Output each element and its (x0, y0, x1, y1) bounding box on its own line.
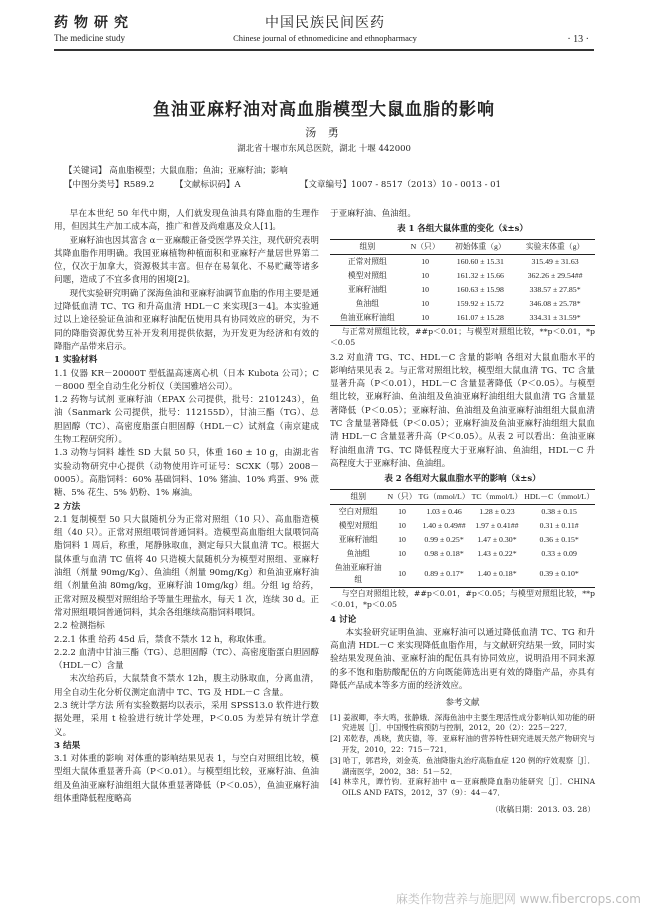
table-cell: 159.92 ± 15.72 (456, 298, 504, 308)
table-cell: 338.57 ± 27.85* (529, 284, 581, 294)
table-cell: 10 (421, 256, 430, 266)
table-cell: 鱼油组 (355, 298, 380, 308)
table-cell: 10 (398, 548, 406, 558)
reference-item: [1] 姜淑卿，李大鸣，张静娥．深海鱼油中主要生理活性成分影响认知功能的研究进展［J］．中国慢性病预防与控制，2012，20（2）：225－227． (330, 712, 595, 733)
references-heading: 参考文献 (445, 698, 480, 709)
table-cell: 模型对照组 (347, 270, 387, 280)
page-number: · 13 · (567, 34, 589, 45)
table-cell: 160.60 ± 15.31 (456, 256, 504, 266)
table-cell: 空白对照组 (338, 506, 378, 516)
table-row (330, 561, 595, 588)
intro-paragraph: 现代实验研究明确了深海鱼油和亚麻籽油调节血脂的作用主要是通过降低血清 TC、TG 和升高血清 HDL－C 来实现[3－4]。本实验通过以上途径验证鱼油和亚麻籽油配伍使用具有协同效应的研究，为不同的降脂资源优势互补开发利用提供依据，为开发更为经济和有效的降脂产品带来启示。 (54, 288, 319, 352)
table-row (330, 269, 595, 283)
table-cell: 0.99 ± 0.25* (424, 534, 464, 544)
subsection-heading: 2.2 检测指标 (54, 621, 105, 632)
intro-paragraph: 亚麻籽油也因其富含 α－亚麻酸正备受医学界关注，现代研究表明其降血脂作用明确。我国亚麻植物种植面积和亚麻籽产量居世界第二位，仅次于加拿大，资源极其丰富。但存在易氧化、不易贮藏等诸多问题，造成了不宜多食用的困境[2]。 (54, 235, 319, 286)
table-cell: 10 (421, 312, 430, 322)
table-cell: 10 (398, 534, 406, 544)
body-paragraph: 3.1 对体重的影响 对体重的影响结果见表 1，与空白对照组比较，模型组大鼠体重显著升高（P＜0.01）。与模型组比较，亚麻籽油、鱼油组及鱼油亚麻籽油组组大鼠体重显著降低（P＜0.05），鱼油亚麻籽油组体重降低程度略高 (54, 754, 319, 805)
section-title-cn: 药物研究 (54, 15, 134, 31)
document-code: 【文献标识码】A (175, 180, 241, 190)
table-cell: 346.08 ± 25.78* (529, 298, 581, 308)
table2-caption: 表 2 各组对大鼠血脂水平的影响（x̄±s） (384, 474, 541, 485)
table1 (330, 239, 595, 326)
body-paragraph: 3.2 对血清 TG、TC、HDL－C 含量的影响 各组对大鼠血脂水平的影响结果见表 2。与正常对照组比较，模型组大鼠血清 TG、TC 含量显著升高（P＜0.01），HDL－C 含量显著降低（P＜0.05）。与模型组比较，亚麻籽油、鱼油组及鱼油亚麻籽油组组大鼠血清 TG 含量显著降低（P＜0.05）；亚麻籽油、鱼油组及鱼油亚麻籽油组组大鼠血清 TC 含量显著降低（P＜0.05）；亚麻籽油及鱼油亚麻籽油组组大鼠血清 HDL－C 含量显著升高（P＜0.05）。从表 2 可以看出：鱼油亚麻籽油组血清 TG、TC 降低程度大于亚麻籽油、鱼油组，HDL－C 升高程度大于亚麻籽油、鱼油组。 (330, 352, 595, 469)
journal-name-en: Chinese journal of ethnomedicine and ethnopharmacy (233, 33, 417, 43)
table-cell: 10 (398, 506, 406, 516)
body-paragraph: 末次给药后，大鼠禁食不禁水 12h，腹主动脉取血，分离血清，用全自动生化分析仪测定血清中 TC、TG 及 HDL－C 含量。 (54, 674, 319, 698)
section-heading: 3 结果 (54, 740, 81, 751)
table-cell: 模型对照组 (338, 520, 378, 530)
table-cell: 0.36 ± 0.15* (539, 534, 579, 544)
section-heading: 1 实验材料 (54, 355, 98, 366)
article-author: 汤 勇 (305, 126, 343, 139)
table1-header: 实验末体重（g） (525, 241, 585, 251)
table-cell: 0.39 ± 0.10* (539, 568, 579, 578)
table1-header: N（只） (410, 241, 440, 251)
table-row (330, 519, 595, 533)
table-cell: 1.43 ± 0.22* (477, 548, 517, 558)
body-paragraph: 2.3 统计学方法 所有实验数据均以表示，采用 SPSS13.0 软件进行数据处理，采用 t 检验进行统计学处理，P＜0.05 为差异有统计学意义。 (54, 700, 319, 738)
table1-header: 组别 (359, 241, 376, 251)
reference-item: [2] 邓乾春，禹晓，黄庆德，等．亚麻籽油的营养特性研究进展天然产物研究与开发，2010，22：715－721． (330, 734, 595, 755)
table-row (330, 283, 595, 297)
table-cell: 10 (421, 270, 430, 280)
table-cell: 鱼油亚麻籽油组 (340, 312, 395, 322)
table-row (330, 504, 595, 519)
left-column (54, 208, 319, 806)
table2-header: TG（mmol/L） (418, 491, 470, 501)
table-row (330, 533, 595, 547)
table2-note: 与空白对照组比较，##p＜0.01，#p＜0.05；与模型对照组比较，**p＜0.01，*p＜0.05 (330, 588, 595, 610)
table-row (330, 547, 595, 561)
keywords: 【关键词】 高血脂模型；大鼠血脂；鱼油；亚麻籽油；影响 (64, 166, 288, 176)
reference-item: [4] 林幸凡，谭竹钧．亚麻籽油中 α－亚麻酸降血脂功能研究［J］．CHINA OILS AND FATS，2012，37（9）：44－47． (330, 777, 595, 798)
table-cell: 0.33 ± 0.09 (541, 548, 577, 558)
table-row (330, 254, 595, 269)
table-cell: 1.40 ± 0.49## (422, 520, 466, 530)
table-cell: 10 (421, 284, 430, 294)
table-cell: 0.38 ± 0.15 (541, 506, 577, 516)
table-cell: 315.49 ± 31.63 (531, 256, 579, 266)
table-row (330, 311, 595, 326)
journal-name-cn: 中国民族民间医药 (265, 15, 385, 31)
table-cell: 0.89 ± 0.17* (424, 568, 464, 578)
table-cell: 10 (398, 568, 406, 578)
table1-note: 与正常对照组比较，##p＜0.01；与模型对照组比较，**p＜0.01，*p＜0.05 (330, 326, 595, 348)
table-cell: 10 (398, 520, 406, 530)
table-cell: 334.31 ± 31.59* (529, 312, 581, 322)
table-cell: 1.28 ± 0.23 (479, 506, 515, 516)
section-heading: 4 讨论 (330, 614, 357, 625)
table-cell: 鱼油亚麻籽油组 (334, 562, 382, 584)
table1-header: 初始体重（g） (455, 241, 506, 251)
body-paragraph: 1.1 仪器 KR－20000T 型低温高速离心机（日本 Kubota 公司）；C－8000 型全自动生化分析仪（美国雅培公司）。 (54, 368, 319, 392)
watermark: 麻类作物营养与施肥网 www.fibercrops.com (395, 892, 641, 906)
table2 (330, 489, 595, 588)
article-id: 【文章编号】1007 - 8517（2013）10 - 0013 - 01 (300, 180, 501, 190)
body-paragraph: 2.1 复制模型 50 只大鼠随机分为正常对照组（10 只）、高血脂造模组（40 只）。正常对照组喂饲普通饲料。造模型高血脂组大鼠喂饲高脂饲料 1 周后，称重，尾静脉取血，测定每只大鼠血清 TC。根据大鼠体重与血清 TC 值将 40 只造模大鼠随机分为模型对照组、亚麻籽油组（剂量 90mg/Kg）、鱼油组（剂量 90mg/Kg）和鱼油亚麻籽油组（剂量鱼油 80mg/kg，亚麻籽油 10mg/kg）组。分组 ig 给药，正常对照及模型对照组给予等量生理盐水，每天 1 次，连续 30 d。正常对照组喂饲普通饲料，其余各组继续高脂饲料喂饲。 (54, 514, 319, 618)
table-cell: 鱼油组 (346, 548, 370, 558)
table-cell: 0.98 ± 0.18* (424, 548, 464, 558)
table2-header: HDL－C（mmol/L） (524, 491, 594, 501)
body-paragraph: 于亚麻籽油、鱼油组。 (330, 209, 416, 219)
body-paragraph: 2.2.2 血清中甘油三酯（TG）、总胆固醇（TC）、高密度脂蛋白胆固醇（HDL－C）含量 (54, 647, 319, 672)
table-cell: 10 (421, 298, 430, 308)
table1-caption: 表 1 各组大鼠体重的变化（x̄±s） (397, 224, 528, 235)
clc-number: 【中图分类号】R589.2 (64, 180, 155, 190)
table-cell: 1.40 ± 0.18* (477, 568, 517, 578)
body-paragraph: 2.2.1 体重 给药 45d 后，禁食不禁水 12 h，称取体重。 (54, 634, 272, 645)
table-cell: 1.47 ± 0.30* (477, 534, 517, 544)
section-title-en: The medicine study (54, 33, 125, 43)
table-cell: 160.63 ± 15.98 (456, 284, 504, 294)
table-cell: 362.26 ± 29.54## (527, 270, 583, 280)
body-paragraph: 1.3 动物与饲料 雄性 SD 大鼠 50 只，体重 160 ± 10 g，由湖北省实验动物研究中心提供（动物使用许可证号：SCXK（鄂）2008－0005）。高脂饲料：60% 基础饲料、10% 猪油、10% 鸡蛋、9% 蔗糖、5% 花生、5% 奶粉、1% 麻油。 (54, 448, 319, 499)
table2-header: 组别 (350, 491, 367, 501)
table-cell: 161.32 ± 15.66 (456, 270, 504, 280)
table-cell: 1.03 ± 0.46 (426, 506, 462, 516)
table-cell: 1.97 ± 0.41## (475, 520, 519, 530)
table2-header: N（只） (387, 491, 417, 501)
table-cell: 正常对照组 (347, 256, 387, 266)
author-affiliation: 湖北省十堰市东风总医院，湖北 十堰 442000 (237, 144, 411, 154)
table-cell: 161.07 ± 15.28 (456, 312, 504, 322)
discussion-paragraph: 本实验研究证明鱼油、亚麻籽油可以通过降低血清 TC、TG 和升高血清 HDL－C 来实现降低血脂作用，与文献研究结果一致，同时实验结果发现鱼油、亚麻籽油的配伍具有协同效应，说明沿用不同来源的多不饱和脂肪酸配伍的方向既能筛选出更有效的降脂产品，亦具有降低产品成本等多方面的经济效应。 (330, 627, 595, 692)
intro-paragraph: 早在本世纪 50 年代中期，人们就发现鱼油具有降血脂的生理作用，但因其生产加工成本高，推广和普及尚难惠及众人[1]。 (54, 209, 319, 233)
table-cell: 0.31 ± 0.11# (539, 520, 579, 530)
table-cell: 亚麻籽油组 (347, 284, 387, 294)
article-title: 鱼油亚麻籽油对高血脂模型大鼠血脂的影响 (153, 100, 495, 120)
received-date: （收稿日期：2013. 03. 28） (490, 805, 595, 815)
table2-header: TC（mmol/L） (471, 491, 523, 501)
header-rule (54, 49, 594, 51)
table-row (330, 297, 595, 311)
section-heading: 2 方法 (54, 501, 81, 512)
body-paragraph: 1.2 药物与试剂 亚麻籽油（EPAX 公司提供，批号：2101243），鱼油（Sanmark 公司提供，批号：112155D），甘油三酯（TG）、总胆固醇（TC）、高密度脂蛋白胆固醇（HDL－C）试剂盒（南京建成生物工程研究所）。 (54, 395, 319, 446)
reference-item: [3] 哈丁，郭君玲，刘金英．鱼油降脂丸治疗高脂血症 120 例的疗效观察［J］．湖南医学，2002，38：51－52． (330, 755, 595, 776)
table-cell: 亚麻籽油组 (338, 534, 378, 544)
right-column (330, 208, 595, 816)
